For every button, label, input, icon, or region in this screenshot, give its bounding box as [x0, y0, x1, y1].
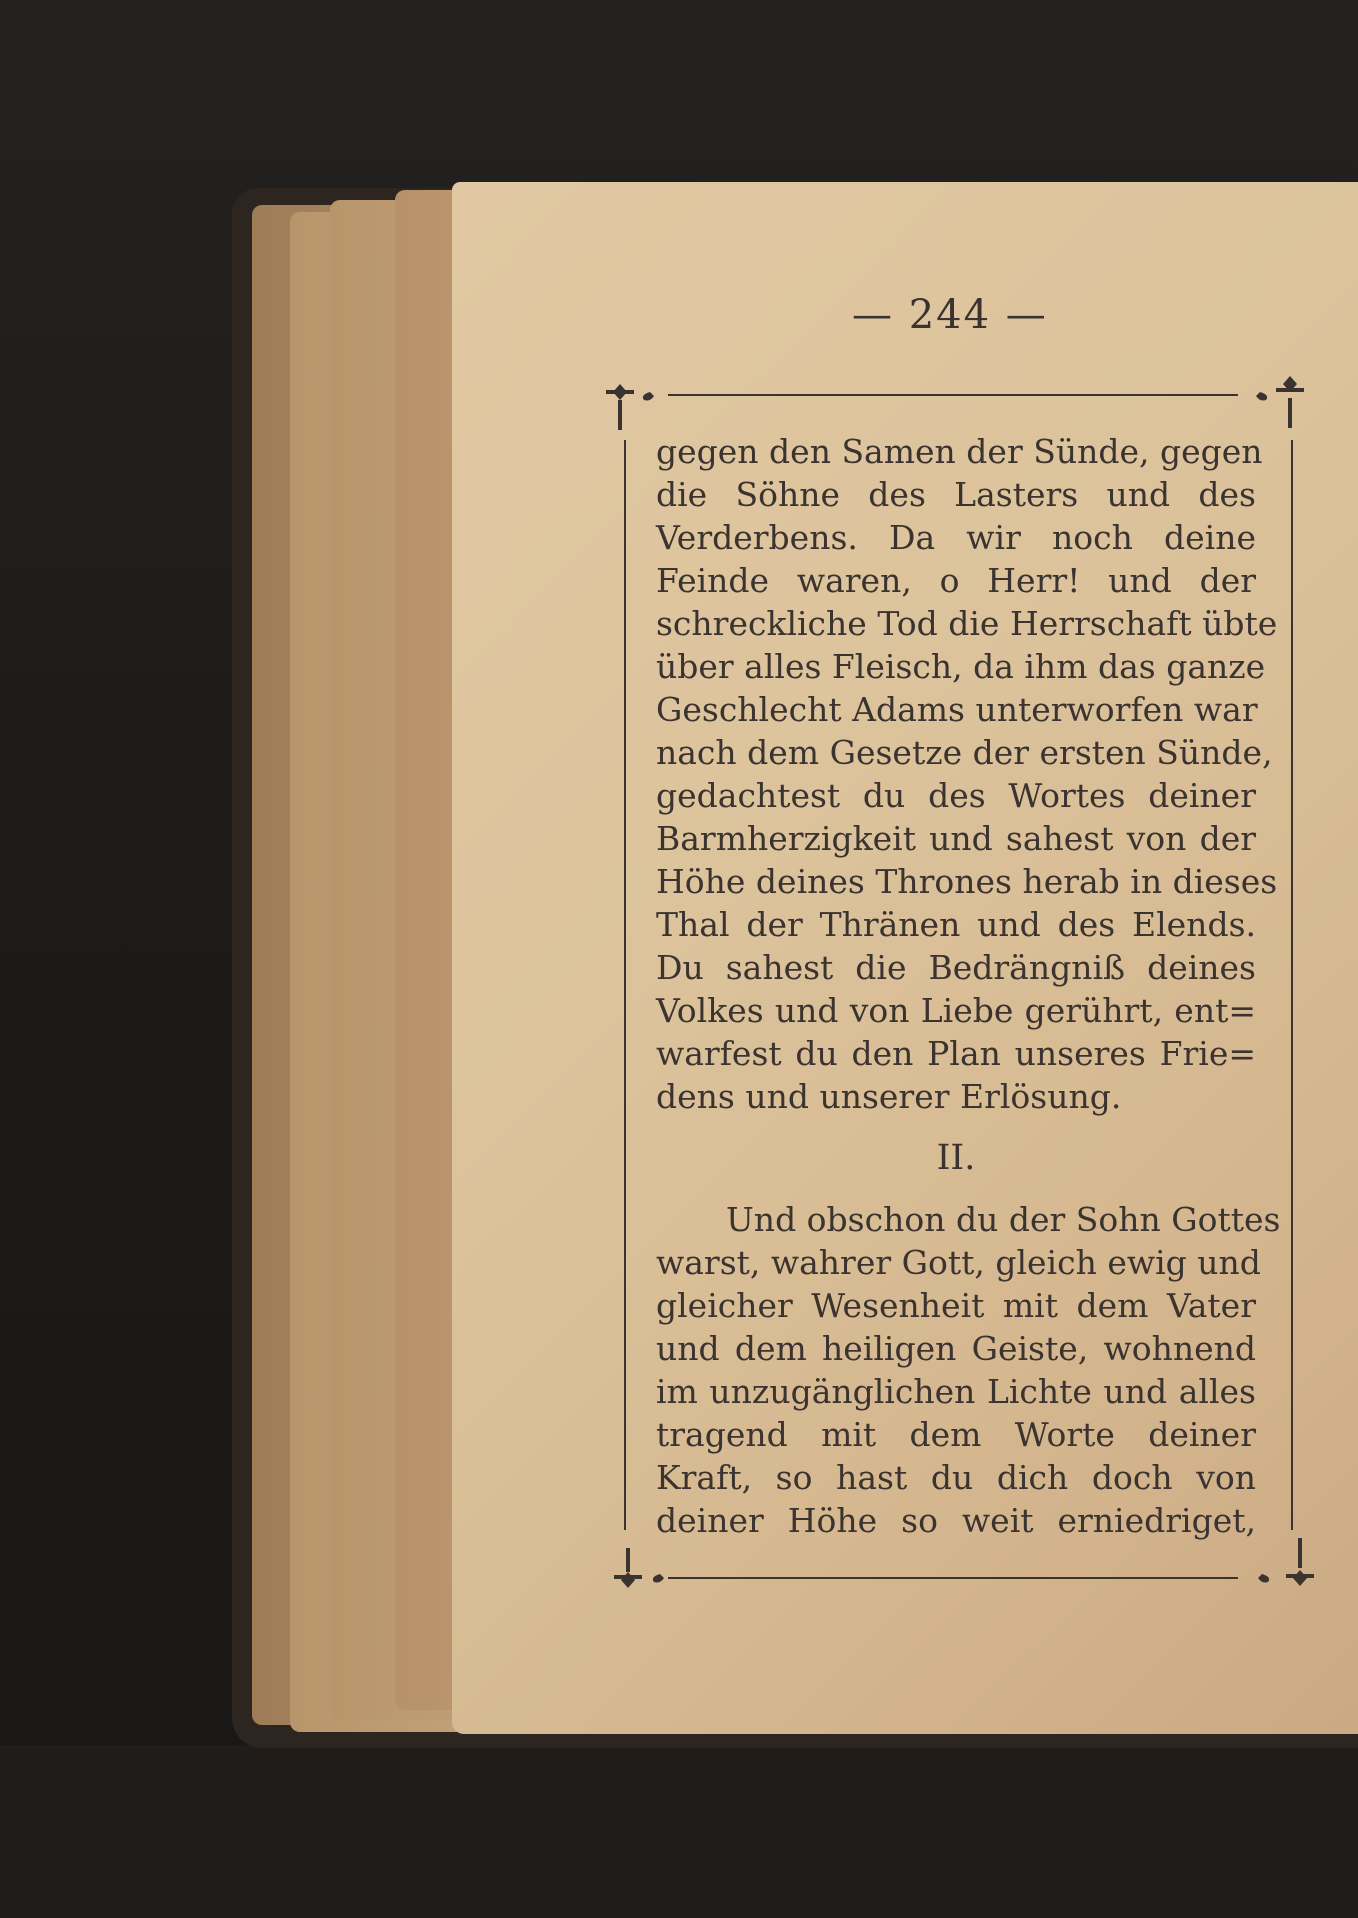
text-line: gedachtest du des Wortes deiner	[656, 776, 1256, 815]
text-line: warst, wahrer Gott, gleich ewig und	[656, 1243, 1261, 1282]
text-line: über alles Fleisch, da ihm das ganze	[656, 647, 1266, 686]
section-heading: II.	[936, 1138, 976, 1178]
page-text	[656, 430, 1281, 1542]
text-line: schreckliche Tod die Herrschaft übte	[656, 604, 1278, 643]
text-line: gegen den Samen der Sünde, gegen	[656, 432, 1263, 471]
text-line: Volkes und von Liebe gerührt, ent=	[656, 991, 1256, 1030]
text-line: Und obschon du der Sohn Gottes	[726, 1200, 1281, 1239]
text-line: Feinde waren, o Herr! und der	[656, 561, 1256, 600]
text-line: Höhe deines Thrones herab in dieses	[656, 862, 1278, 901]
text-line: und dem heiligen Geiste, wohnend	[656, 1329, 1256, 1368]
text-line: nach dem Gesetze der ersten Sünde,	[656, 733, 1273, 772]
text-line: tragend mit dem Worte deiner	[656, 1415, 1256, 1454]
text-line: deiner Höhe so weit erniedriget,	[656, 1501, 1256, 1540]
text-line: Thal der Thränen und des Elends.	[656, 905, 1256, 944]
text-line: Verderbens. Da wir noch deine	[656, 518, 1256, 557]
text-line: Geschlecht Adams unterworfen war	[656, 690, 1258, 729]
text-line: die Söhne des Lasters und des	[656, 475, 1256, 514]
page-number-text: — 244 —	[852, 292, 1048, 338]
text-line: Barmherzigkeit und sahest von der	[656, 819, 1256, 858]
text-line: warfest du den Plan unseres Frie=	[656, 1034, 1256, 1073]
text-line: im unzugänglichen Lichte und alles	[656, 1372, 1256, 1411]
text-line: Du sahest die Bedrängniß deines	[656, 948, 1256, 987]
text-line: Kraft, so hast du dich doch von	[656, 1458, 1256, 1497]
text-line: gleicher Wesenheit mit dem Vater	[656, 1286, 1256, 1325]
text-line: dens und unserer Erlösung.	[656, 1077, 1122, 1116]
